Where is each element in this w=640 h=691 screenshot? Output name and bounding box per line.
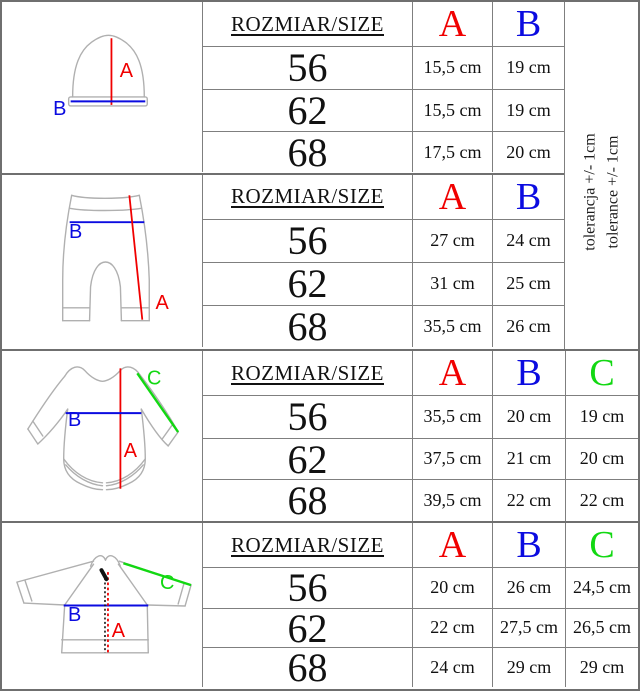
column-header-b: B [492,351,565,396]
size-value: 56 [287,219,328,262]
tolerance-text-pl: tolerancja +/- 1cm [581,132,599,251]
jacket-label-b: B [67,603,82,626]
measurement-a: 31 cm [412,262,492,305]
measurement-a: 27 cm [412,220,492,263]
measurement-a: 35,5 cm [412,396,492,438]
jacket-zipper-pull [102,570,107,579]
measurement-b: 22 cm [492,479,565,521]
measurement-b: 19 cm [492,47,564,89]
hat-label-a: A [119,59,134,82]
size-value: 68 [203,305,412,348]
measurement-a: 39,5 cm [412,479,492,521]
pants-measure-line-a [129,196,142,320]
column-header-b: B [492,523,565,568]
measurement-b: 26 cm [492,305,564,348]
size-header-label: ROZMIAR/SIZE [231,360,384,385]
column-header-b: B [492,2,564,47]
measurement-a: 20 cm [412,568,492,608]
pants-sketch [2,175,203,348]
size-value: 56 [287,568,328,608]
size-column-header [203,351,412,396]
hat-label-b: B [53,97,67,120]
jacket-label-c: C [159,572,175,595]
section-bodysuit [2,351,638,523]
measurement-a: 22 cm [412,608,492,648]
measurement-a: 17,5 cm [412,131,492,173]
measurement-c: 19 cm [565,396,638,438]
measurement-a: 24 cm [412,647,492,687]
measurement-b: 20 cm [492,131,564,173]
column-header-b: B [492,175,564,220]
size-header-label: ROZMIAR/SIZE [231,184,384,208]
jacket-sketch [2,523,203,687]
size-value: 68 [203,479,412,521]
tolerance-text-en: tolerance +/- 1cm [604,135,622,248]
column-header-a: A [412,2,492,47]
column-header-a: A [412,351,492,396]
size-value: 68 [203,647,412,687]
jacket-label-a: A [111,619,126,642]
pants-label-b: B [68,221,83,244]
size-column-header [203,523,412,568]
hat-sketch [2,2,203,172]
size-column-header [203,2,412,47]
pants-label-a: A [155,292,169,315]
bodysuit-sketch-drawing [2,351,202,521]
measurement-b: 25 cm [492,262,564,305]
measurement-b: 24 cm [492,220,564,263]
section-jacket [2,523,638,687]
bodysuit-label-a: A [123,439,137,462]
bodysuit-sketch [2,351,203,521]
size-header-label: ROZMIAR/SIZE [231,532,384,557]
measurement-b: 27,5 cm [492,608,565,648]
size-value: 68 [203,131,412,173]
column-header-a: A [412,523,492,568]
size-column-header [203,175,412,220]
tolerance-note [579,133,625,250]
size-value: 62 [203,608,412,648]
column-header-a: A [412,175,492,220]
column-header-c: C [565,523,638,568]
bodysuit-label-b: B [67,409,82,432]
measurement-c: 20 cm [565,438,638,480]
measurement-c: 29 cm [565,647,638,687]
size-value: 62 [203,262,412,305]
size-header-label: ROZMIAR/SIZE [231,11,384,36]
measurement-a: 37,5 cm [412,438,492,480]
bodysuit-label-c: C [147,367,162,390]
jacket-measure-line-c [123,563,191,585]
hat-sketch-drawing [2,2,202,173]
size-value: 62 [203,438,412,480]
measurement-b: 19 cm [492,89,564,131]
measurement-b: 20 cm [492,396,565,438]
measurement-c: 24,5 cm [565,568,638,608]
measurement-a: 15,5 cm [412,47,492,89]
size-value: 56 [287,396,328,438]
measurement-b: 26 cm [492,568,565,608]
section-pants [2,175,564,348]
measurement-a: 15,5 cm [412,89,492,131]
pants-sketch-drawing [2,175,202,346]
top-sections-block [2,2,638,351]
measurement-b: 29 cm [492,647,565,687]
size-value: 62 [203,89,412,131]
measurement-b: 21 cm [492,438,565,480]
section-hat [2,2,564,175]
jacket-sketch-drawing [2,524,202,686]
tolerance-column [565,2,638,349]
measurement-a: 35,5 cm [412,305,492,348]
measurement-c: 26,5 cm [565,608,638,648]
measurement-c: 22 cm [565,479,638,521]
size-value: 56 [287,47,328,89]
top-sections-main [2,2,565,349]
column-header-c: C [565,351,638,396]
